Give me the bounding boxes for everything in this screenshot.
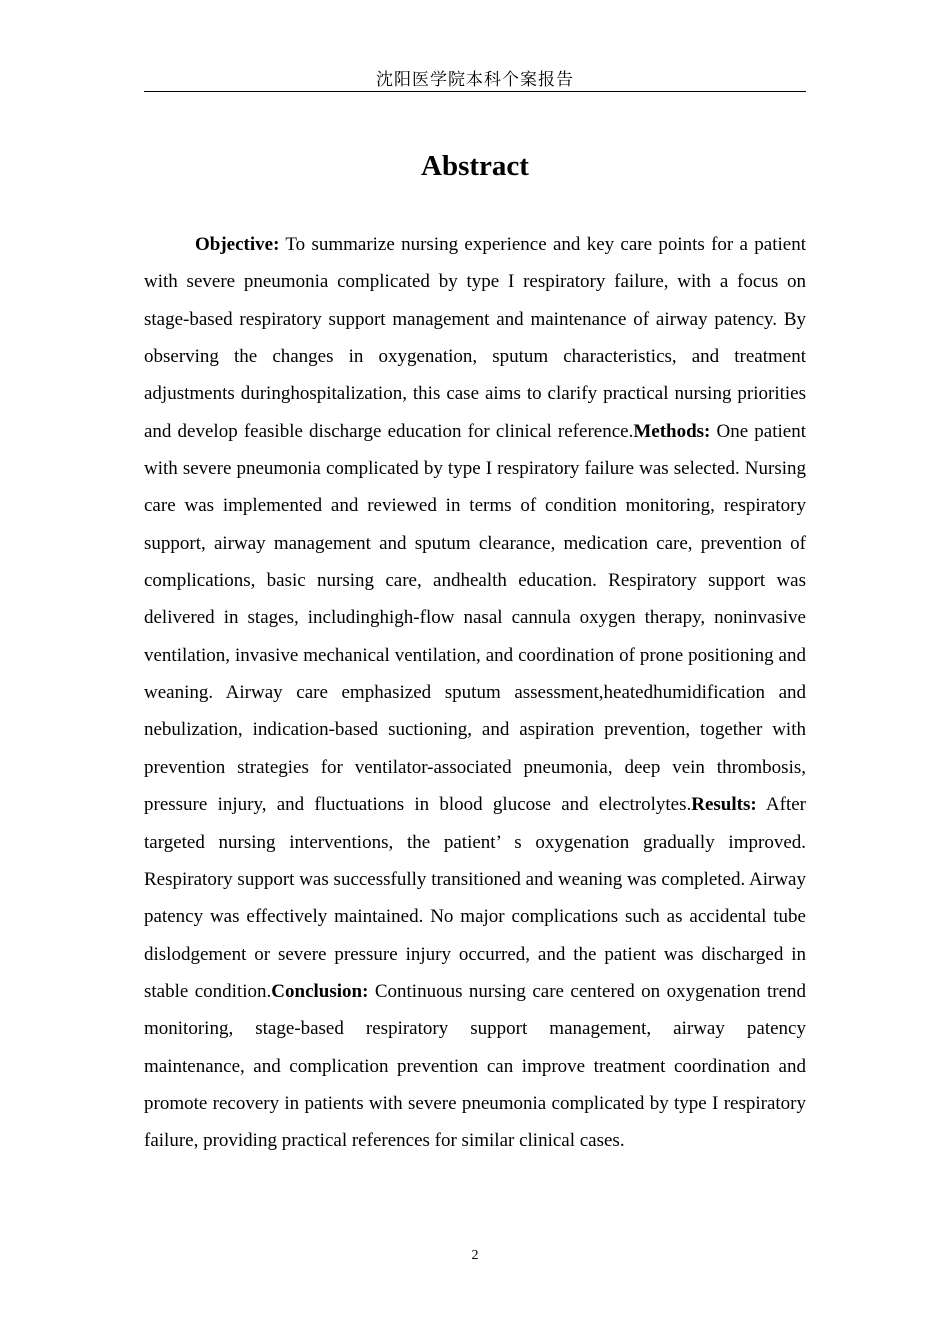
methods-text: One patient with severe pneumonia complicated by type I respiratory failure was selected. Nursing care was implemented and reviewed in terms of condition monitoring, respiratory support, airway management and sputum clearance, medication care, prevention of complications, basic nursing care, andhealth education. Respiratory support was delivered in stages, includinghigh-flow nasal cannula oxygen therapy, noninvasive ventilation, invasive mechanical ventilation, and coordination of prone positioning and weaning. Airway care emphasized sputum assessment,heatedhumidification and nebulization, indication-based suctioning, and aspiration prevention, together with prevention strategies for ventilator-associated pneumonia, deep vein thrombosis, pressure injury, and fluctuations in blood glucose and electrolytes. <box>144 420 807 816</box>
methods-label: Methods: <box>633 420 711 442</box>
objective-text: To summarize nursing experience and key care points for a patient with severe pneumonia complicated by type I respiratory failure, with a focus on stage-based respiratory support management and maintenance of airway patency. By observing the changes in oxygenation, sputum characteristics, and treatment adjustments duringhospitalization, this case aims to clarify practical nursing priorities and develop feasible discharge education for clinical reference. <box>144 234 806 442</box>
conclusion-text: Continuous nursing care centered on oxygenation trend monitoring, stage-based respiratory support management, airway patency maintenance, and complication prevention can improve treatment coordination and promote recovery in patients with severe pneumonia complicated by type I respiratory failure, providing practical references for similar clinical cases. <box>144 980 806 1152</box>
results-label: Results: <box>691 794 757 816</box>
objective-label: Objective: <box>195 234 280 255</box>
page-number: 2 <box>471 1248 479 1263</box>
page-header: 沈阳医学院本科个案报告 <box>376 70 574 90</box>
results-text: After targeted nursing interventions, the patient’ s oxygenation gradually improved. Respiratory support was successfully transitioned and weaning was completed. Airway patency was effectively maintained. No major complications such as accidental tube dislodgement or severe pressure injury occurred, and the patient was discharged in stable condition. <box>144 794 806 1002</box>
page-title: Abstract <box>421 150 529 182</box>
conclusion-label: Conclusion: <box>271 980 369 1002</box>
header-rule <box>144 91 806 92</box>
abstract-body <box>144 226 806 1160</box>
